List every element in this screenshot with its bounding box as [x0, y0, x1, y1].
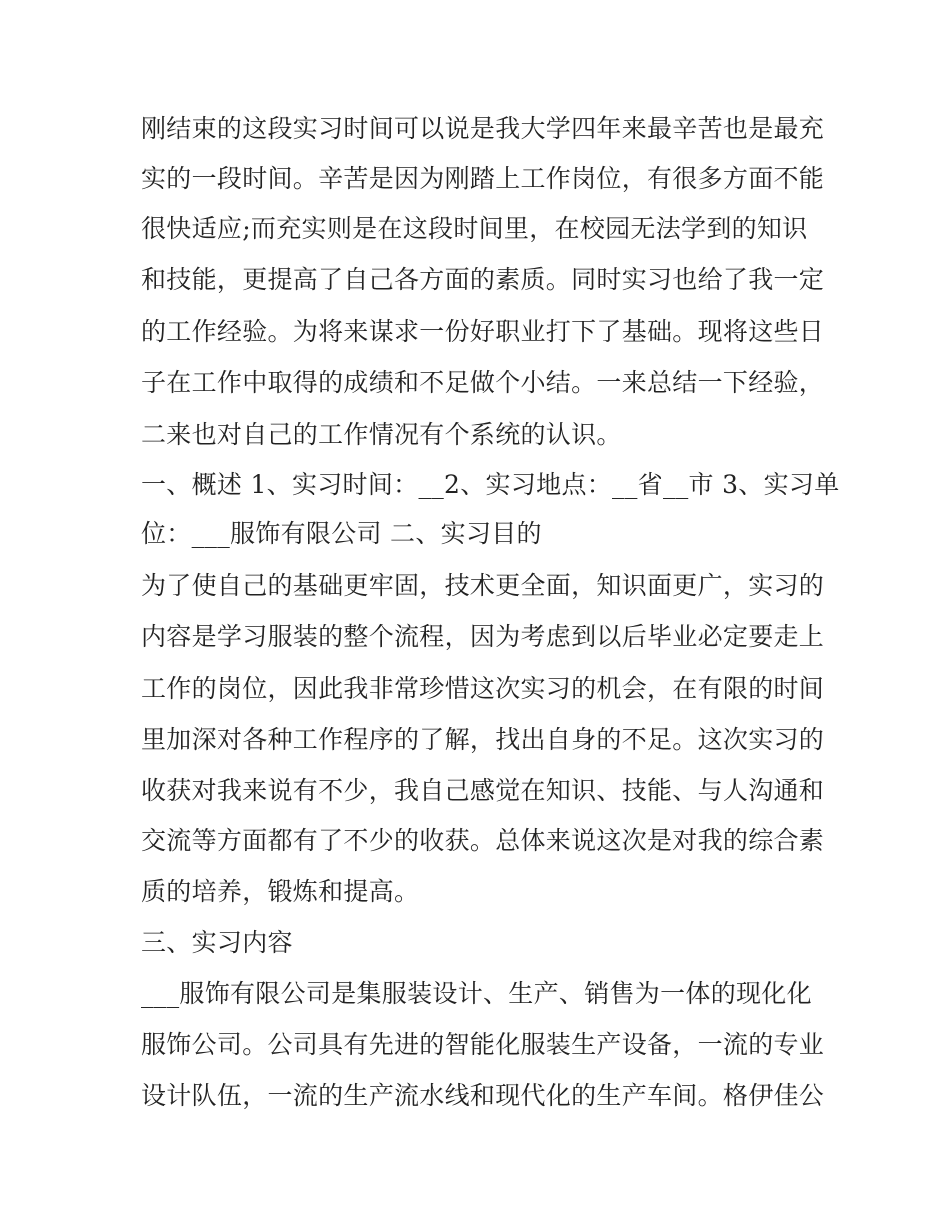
- text-line: 位：___服饰有限公司 二、实习目的: [141, 519, 542, 548]
- text-line: 内容是学习服装的整个流程，因为考虑到以后毕业必定要走上: [141, 622, 825, 651]
- text-line: 刚结束的这段实习时间可以说是我大学四年来最辛苦也是最充: [141, 114, 825, 143]
- text-line: 实的一段时间。辛苦是因为刚踏上工作岗位，有很多方面不能: [141, 164, 825, 193]
- text-line: ___服饰有限公司是集服装设计、生产、销售为一体的现化化: [141, 979, 812, 1008]
- text-line: 的工作经验。为将来谋求一份好职业打下了基础。现将这些日: [141, 317, 825, 346]
- section-heading: 三、实习内容: [141, 928, 293, 957]
- text-line: 二来也对自己的工作情况有个系统的认识。: [141, 420, 622, 449]
- text-line: 一、概述 1、实习时间：__2、实习地点：__省__市 3、实习单: [141, 470, 840, 499]
- text-line: 交流等方面都有了不少的收获。总体来说这次是对我的综合素: [141, 826, 825, 855]
- text-line: 很快适应;而充实则是在这段时间里，在校园无法学到的知识: [141, 214, 808, 243]
- text-line: 和技能，更提高了自己各方面的素质。同时实习也给了我一定: [141, 265, 825, 294]
- text-line: 收获对我来说有不少，我自己感觉在知识、技能、与人沟通和: [141, 776, 825, 805]
- text-line: 为了使自己的基础更牢固，技术更全面，知识面更广，实习的: [141, 571, 825, 600]
- text-line: 子在工作中取得的成绩和不足做个小结。一来总结一下经验，: [141, 368, 825, 397]
- text-line: 质的培养，锻炼和提高。: [141, 877, 420, 906]
- text-line: 服饰公司。公司具有先进的智能化服装生产设备，一流的专业: [141, 1030, 825, 1059]
- text-line: 设计队伍，一流的生产流水线和现代化的生产车间。格伊佳公: [141, 1081, 825, 1110]
- text-line: 里加深对各种工作程序的了解，找出自身的不足。这次实习的: [141, 725, 825, 754]
- text-line: 工作的岗位，因此我非常珍惜这次实习的机会，在有限的时间: [141, 674, 825, 703]
